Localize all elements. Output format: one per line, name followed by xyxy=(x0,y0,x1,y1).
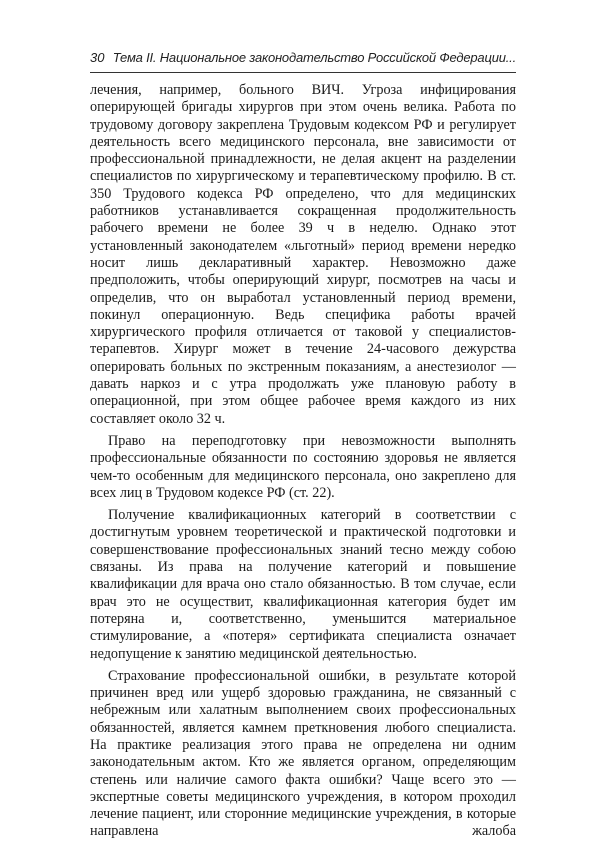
chapter-title: Тема II. Национальное законодательство Российской Федерации... xyxy=(112,50,516,65)
body-text xyxy=(90,82,516,841)
paragraph-continuation: лечения, например, больного ВИЧ. Угроза инфицирования оперирующей бригады хирургов при этом очень велика. Работа по трудовому договору закреплена Трудовым кодексом РФ и регулирует деятельность всего медицинского персонала, вне зависимости от профессиональной принадлежности, не делая акцент на разделении специалистов по хирургическому и терапевтическому профилю. В ст. 350 Трудового кодекса РФ определено, что для медицинских работников устанавливается сокращенная продолжительность рабочего времени не более 39 ч в неделю. Однако этот установленный законодателем «льготный» период времени нередко носит лишь декларативный характер. Невозможно даже предположить, чтобы оперирующий хирург, посмотрев на часы и определив, что он выработал установленный период времени, покинул операционную. Ведь специфика работы врачей хирургического профиля отличается от таковой у специалистов-терапевтов. Хирург может в течение 24-часового дежурства оперировать больных по экстренным показаниям, а анестезиолог — давать наркоз и с утра продолжать уже плановую работу в операционной, при этом общее рабочее время каждого из них составляет около 32 ч. xyxy=(90,82,516,427)
paragraph-insurance: Страхование профессиональной ошибки, в результате которой причинен вред или ущерб здоровью гражданина, не связанный с небрежным или халатным выполнением своих профессиональных обязанностей, является камнем преткновения любого специалиста. На практике реализация этого права не определена ни одним законодательным актом. Кто же является органом, определяющим степень или наличие самого факта ошибки? Чаще всего это — экспертные советы медицинского учреждения, в котором проходил лечение пациент, или сторонние медицинские учреждения, в которые направлена жалоба xyxy=(90,667,516,840)
running-head xyxy=(90,48,516,68)
page-number: 30 xyxy=(90,50,105,65)
paragraph-qualification: Получение квалификационных категорий в соответствии с достигнутым уровнем теоретической и практической подготовки и совершенствование профессиональных знаний тесно между собою связаны. Из права на получение категорий и повышение квалификации для врача оно стало обязанностью. В том случае, если врач это не осуществит, квалификационная категория будет им потеряна и, соответственно, уменьшится материальное стимулирование, а «потеря» сертификата специалиста означает недопущение к занятию медицинской деятельностью. xyxy=(90,507,516,662)
header-rule xyxy=(90,72,516,73)
paragraph-retraining: Право на переподготовку при невозможности выполнять профессиональные обязанности по состоянию здоровья не является чем-то особенным для медицинского персонала, оно закреплено для всех лиц в Трудовом кодексе РФ (ст. 22). xyxy=(90,432,516,501)
